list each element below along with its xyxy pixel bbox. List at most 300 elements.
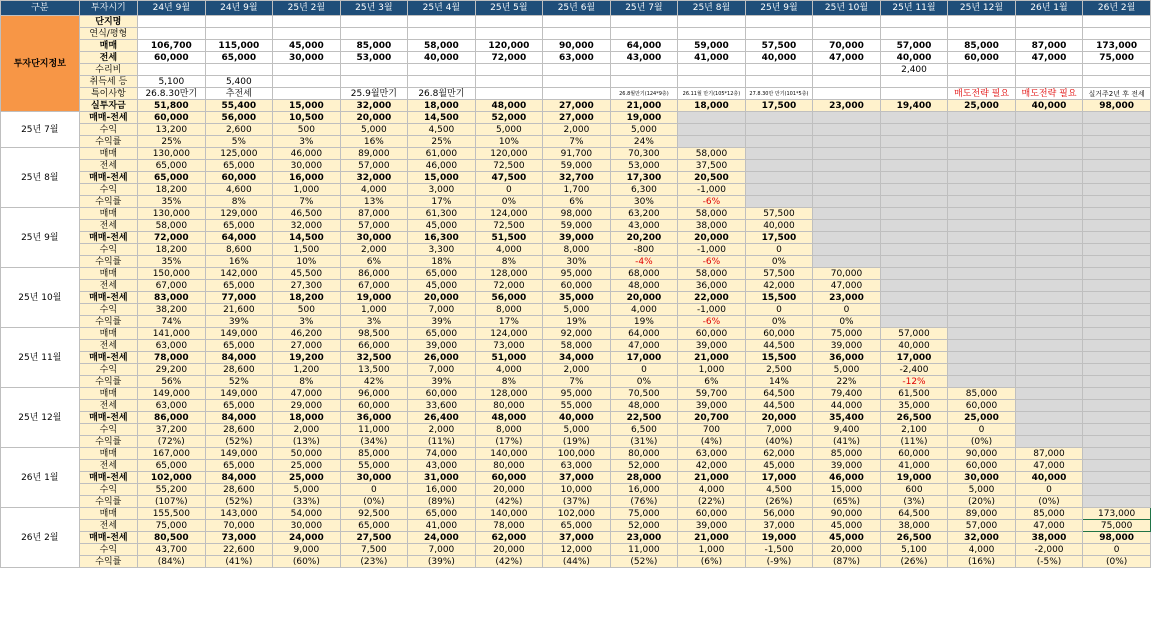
cell[interactable]: 64,000 (610, 328, 678, 340)
empty-cell[interactable] (1083, 412, 1151, 424)
empty-cell[interactable] (745, 148, 813, 160)
cell[interactable]: 60,000 (138, 52, 206, 64)
cell[interactable]: 53,000 (610, 160, 678, 172)
cell[interactable]: 41,000 (678, 52, 746, 64)
cell[interactable]: 5,000 (610, 124, 678, 136)
cell[interactable]: 72,000 (475, 52, 543, 64)
row-label[interactable]: 매매 (79, 40, 137, 52)
empty-cell[interactable] (948, 136, 1016, 148)
cell[interactable]: 27.8.30만 만기(101*5층) (745, 88, 813, 100)
cell[interactable]: 89,000 (340, 148, 408, 160)
cell[interactable]: 4,600 (205, 184, 273, 196)
cell[interactable]: (34%) (340, 436, 408, 448)
cell[interactable]: 12,000 (543, 544, 611, 556)
cell[interactable]: (0%) (340, 496, 408, 508)
cell[interactable]: 46,000 (273, 148, 341, 160)
empty-cell[interactable] (880, 208, 948, 220)
cell[interactable]: 84,000 (205, 412, 273, 424)
cell[interactable] (745, 16, 813, 28)
empty-cell[interactable] (1015, 340, 1083, 352)
cell[interactable]: 2,400 (880, 64, 948, 76)
cell[interactable]: 21,000 (610, 100, 678, 112)
cell[interactable]: 57,500 (745, 208, 813, 220)
cell[interactable]: 2,000 (543, 364, 611, 376)
cell[interactable]: 63,200 (610, 208, 678, 220)
row-label[interactable]: 수익 (79, 304, 137, 316)
cell[interactable] (138, 64, 206, 76)
empty-cell[interactable] (880, 172, 948, 184)
cell[interactable]: 74% (138, 316, 206, 328)
cell[interactable]: 78,000 (475, 520, 543, 532)
cell[interactable]: 1,200 (273, 364, 341, 376)
cell[interactable]: 38,000 (880, 520, 948, 532)
cell[interactable]: 120,000 (475, 148, 543, 160)
row-label[interactable]: 실투자금 (79, 100, 137, 112)
cell[interactable]: 26,500 (880, 412, 948, 424)
row-label[interactable]: 매매-전세 (79, 412, 137, 424)
cell[interactable]: 40,000 (408, 52, 476, 64)
cell[interactable]: 36,000 (813, 352, 881, 364)
cell[interactable]: 4,000 (475, 244, 543, 256)
empty-cell[interactable] (813, 244, 881, 256)
cell[interactable]: 128,000 (475, 388, 543, 400)
cell[interactable] (543, 28, 611, 40)
cell[interactable] (948, 16, 1016, 28)
empty-cell[interactable] (948, 244, 1016, 256)
cell[interactable]: 42,000 (745, 280, 813, 292)
cell[interactable]: 78,000 (138, 352, 206, 364)
row-label[interactable]: 전세 (79, 220, 137, 232)
cell[interactable]: 44,500 (745, 340, 813, 352)
empty-cell[interactable] (1015, 388, 1083, 400)
cell[interactable]: 75,000 (1083, 520, 1151, 532)
cell[interactable]: 38,000 (1015, 532, 1083, 544)
cell[interactable]: 57,000 (948, 520, 1016, 532)
cell[interactable] (138, 28, 206, 40)
cell[interactable]: 72,500 (475, 160, 543, 172)
empty-cell[interactable] (813, 136, 881, 148)
cell[interactable] (543, 76, 611, 88)
cell[interactable]: 32,700 (543, 172, 611, 184)
cell[interactable]: 25% (408, 136, 476, 148)
cell[interactable]: (13%) (273, 436, 341, 448)
cell[interactable]: 130,000 (138, 208, 206, 220)
cell[interactable]: 21,000 (678, 472, 746, 484)
cell[interactable] (1015, 76, 1083, 88)
cell[interactable]: 63,000 (678, 448, 746, 460)
cell[interactable]: 16% (205, 256, 273, 268)
cell[interactable]: 매도전략 필요 (948, 88, 1016, 100)
empty-cell[interactable] (1083, 472, 1151, 484)
cell[interactable]: 39% (205, 316, 273, 328)
cell[interactable]: 74,000 (408, 448, 476, 460)
month-label[interactable]: 25년 7월 (1, 112, 80, 148)
cell[interactable] (340, 28, 408, 40)
cell[interactable]: 39,000 (678, 520, 746, 532)
cell[interactable]: 20,000 (340, 112, 408, 124)
empty-cell[interactable] (813, 196, 881, 208)
cell[interactable]: 87,000 (340, 208, 408, 220)
cell[interactable]: 58,000 (543, 340, 611, 352)
cell[interactable]: 35% (138, 256, 206, 268)
cell[interactable] (813, 76, 881, 88)
cell[interactable]: 17% (475, 316, 543, 328)
cell[interactable]: (84%) (138, 556, 206, 568)
cell[interactable]: 17% (408, 196, 476, 208)
cell[interactable] (205, 16, 273, 28)
cell[interactable]: 23,000 (610, 532, 678, 544)
cell[interactable]: 8,000 (475, 424, 543, 436)
cell[interactable]: 30,000 (273, 520, 341, 532)
cell[interactable]: 28,600 (205, 484, 273, 496)
cell[interactable] (408, 64, 476, 76)
cell[interactable]: (37%) (543, 496, 611, 508)
empty-cell[interactable] (948, 160, 1016, 172)
cell[interactable]: (0%) (1015, 496, 1083, 508)
empty-cell[interactable] (1015, 172, 1083, 184)
cell[interactable]: 45,000 (813, 532, 881, 544)
empty-cell[interactable] (1083, 352, 1151, 364)
empty-cell[interactable] (678, 112, 746, 124)
cell[interactable]: 57,500 (745, 268, 813, 280)
empty-cell[interactable] (948, 124, 1016, 136)
cell[interactable]: 7% (273, 196, 341, 208)
empty-cell[interactable] (1015, 364, 1083, 376)
cell[interactable]: 15,000 (408, 172, 476, 184)
empty-cell[interactable] (1083, 340, 1151, 352)
cell[interactable]: 61,300 (408, 208, 476, 220)
empty-cell[interactable] (948, 268, 1016, 280)
cell[interactable]: 63,000 (543, 52, 611, 64)
month-label[interactable]: 25년 10월 (1, 268, 80, 328)
month-label[interactable]: 25년 8월 (1, 148, 80, 208)
cell[interactable]: 27,300 (273, 280, 341, 292)
empty-cell[interactable] (1015, 352, 1083, 364)
row-label[interactable]: 수익 (79, 124, 137, 136)
cell[interactable]: 59,000 (543, 220, 611, 232)
cell[interactable]: 65,000 (543, 520, 611, 532)
cell[interactable]: 56,000 (475, 292, 543, 304)
cell[interactable]: 57,000 (880, 328, 948, 340)
row-label[interactable]: 매매-전세 (79, 532, 137, 544)
cell[interactable]: 124,000 (475, 208, 543, 220)
cell[interactable]: (26%) (880, 556, 948, 568)
cell[interactable]: 63,000 (543, 460, 611, 472)
cell[interactable]: 37,200 (138, 424, 206, 436)
empty-cell[interactable] (1015, 268, 1083, 280)
cell[interactable]: 54,000 (273, 508, 341, 520)
cell[interactable]: 50,000 (273, 448, 341, 460)
empty-cell[interactable] (948, 352, 1016, 364)
cell[interactable]: 19,000 (745, 532, 813, 544)
cell[interactable]: 2,600 (205, 124, 273, 136)
cell[interactable]: 51,500 (475, 232, 543, 244)
cell[interactable]: 51,000 (475, 352, 543, 364)
cell[interactable]: 15,000 (273, 100, 341, 112)
cell[interactable]: 0 (745, 304, 813, 316)
empty-cell[interactable] (813, 256, 881, 268)
cell[interactable]: -4% (610, 256, 678, 268)
cell[interactable]: 70,300 (610, 148, 678, 160)
empty-cell[interactable] (1015, 304, 1083, 316)
cell[interactable] (1083, 76, 1151, 88)
cell[interactable]: 8,000 (475, 304, 543, 316)
empty-cell[interactable] (880, 268, 948, 280)
empty-cell[interactable] (745, 136, 813, 148)
cell[interactable]: 0 (1015, 484, 1083, 496)
cell[interactable]: 129,000 (205, 208, 273, 220)
empty-cell[interactable] (880, 160, 948, 172)
cell[interactable]: 39,000 (678, 340, 746, 352)
cell[interactable]: 17,300 (610, 172, 678, 184)
header-month-0[interactable]: 24년 9월 (138, 1, 206, 16)
cell[interactable]: 5,000 (543, 424, 611, 436)
cell[interactable]: 40,000 (1015, 100, 1083, 112)
cell[interactable]: (39%) (408, 556, 476, 568)
cell[interactable]: 87,000 (1015, 40, 1083, 52)
cell[interactable]: 46,000 (408, 160, 476, 172)
cell[interactable]: 18,200 (138, 244, 206, 256)
cell[interactable]: 59,000 (543, 160, 611, 172)
cell[interactable]: 85,000 (1015, 508, 1083, 520)
cell[interactable]: 45,500 (273, 268, 341, 280)
cell[interactable]: 19,000 (340, 292, 408, 304)
cell[interactable]: 72,000 (138, 232, 206, 244)
cell[interactable]: 130,000 (138, 148, 206, 160)
row-label[interactable]: 수익 (79, 424, 137, 436)
cell[interactable] (745, 28, 813, 40)
cell[interactable]: 5,000 (948, 484, 1016, 496)
cell[interactable]: 27,000 (543, 100, 611, 112)
empty-cell[interactable] (948, 256, 1016, 268)
cell[interactable]: 5,000 (543, 304, 611, 316)
cell[interactable]: 17,500 (745, 232, 813, 244)
cell[interactable]: 14,500 (408, 112, 476, 124)
cell[interactable]: 32,000 (273, 220, 341, 232)
cell[interactable]: 21,600 (205, 304, 273, 316)
cell[interactable] (880, 16, 948, 28)
empty-cell[interactable] (1015, 256, 1083, 268)
empty-cell[interactable] (1015, 244, 1083, 256)
cell[interactable]: 19,200 (273, 352, 341, 364)
cell[interactable]: 4,000 (340, 184, 408, 196)
cell[interactable] (138, 16, 206, 28)
cell[interactable]: 86,000 (138, 412, 206, 424)
cell[interactable]: 58,000 (678, 208, 746, 220)
cell[interactable]: 20,000 (408, 292, 476, 304)
header-month-8[interactable]: 25년 8월 (678, 1, 746, 16)
header-month-7[interactable]: 25년 7월 (610, 1, 678, 16)
empty-cell[interactable] (948, 316, 1016, 328)
cell[interactable]: 10% (273, 256, 341, 268)
cell[interactable]: 25,000 (948, 100, 1016, 112)
cell[interactable]: 62,000 (745, 448, 813, 460)
cell[interactable]: 86,000 (340, 268, 408, 280)
header-month-1[interactable]: 24년 9월 (205, 1, 273, 16)
cell[interactable]: 80,000 (475, 460, 543, 472)
empty-cell[interactable] (678, 124, 746, 136)
cell[interactable] (408, 28, 476, 40)
cell[interactable]: 60,000 (948, 52, 1016, 64)
cell[interactable]: 80,000 (475, 400, 543, 412)
empty-cell[interactable] (1015, 376, 1083, 388)
cell[interactable]: 51,800 (138, 100, 206, 112)
cell[interactable]: 150,000 (138, 268, 206, 280)
cell[interactable]: 5% (205, 136, 273, 148)
cell[interactable]: (11%) (408, 436, 476, 448)
cell[interactable]: 37,500 (678, 160, 746, 172)
cell[interactable]: 32,000 (340, 100, 408, 112)
cell[interactable]: 7,000 (408, 304, 476, 316)
empty-cell[interactable] (1083, 184, 1151, 196)
cell[interactable]: 26.8.30만기 (138, 88, 206, 100)
cell[interactable]: 43,700 (138, 544, 206, 556)
cell[interactable]: 25% (138, 136, 206, 148)
cell[interactable]: -6% (678, 256, 746, 268)
header-month-3[interactable]: 25년 3월 (340, 1, 408, 16)
cell[interactable]: 21,000 (678, 352, 746, 364)
header-month-4[interactable]: 25년 4월 (408, 1, 476, 16)
cell[interactable] (273, 16, 341, 28)
cell[interactable]: 57,500 (745, 40, 813, 52)
cell[interactable]: 37,000 (543, 472, 611, 484)
cell[interactable]: 64,000 (205, 232, 273, 244)
empty-cell[interactable] (813, 208, 881, 220)
cell[interactable] (273, 64, 341, 76)
cell[interactable]: 102,000 (543, 508, 611, 520)
cell[interactable] (948, 28, 1016, 40)
row-label[interactable]: 취득세 등 (79, 76, 137, 88)
cell[interactable]: 90,000 (543, 40, 611, 52)
empty-cell[interactable] (1083, 256, 1151, 268)
cell[interactable]: 60,000 (138, 112, 206, 124)
cell[interactable]: 124,000 (475, 328, 543, 340)
cell[interactable]: 46,200 (273, 328, 341, 340)
month-label[interactable]: 25년 11월 (1, 328, 80, 388)
empty-cell[interactable] (1015, 160, 1083, 172)
cell[interactable]: -12% (880, 376, 948, 388)
cell[interactable]: 65,000 (408, 268, 476, 280)
cell[interactable]: 55,200 (138, 484, 206, 496)
cell[interactable]: 15,500 (745, 292, 813, 304)
cell[interactable]: 20,000 (813, 544, 881, 556)
cell[interactable]: 48,000 (610, 280, 678, 292)
empty-cell[interactable] (948, 292, 1016, 304)
cell[interactable]: 29,000 (273, 400, 341, 412)
cell[interactable] (475, 16, 543, 28)
cell[interactable]: 10,000 (543, 484, 611, 496)
cell[interactable]: (87%) (813, 556, 881, 568)
empty-cell[interactable] (1015, 124, 1083, 136)
cell[interactable]: 2,500 (745, 364, 813, 376)
cell[interactable]: 167,000 (138, 448, 206, 460)
cell[interactable]: 18,000 (273, 412, 341, 424)
cell[interactable]: 149,000 (138, 388, 206, 400)
cell[interactable]: 24,000 (273, 532, 341, 544)
empty-cell[interactable] (948, 376, 1016, 388)
header-month-2[interactable]: 25년 2월 (273, 1, 341, 16)
empty-cell[interactable] (1015, 292, 1083, 304)
cell[interactable]: 60,000 (205, 172, 273, 184)
empty-cell[interactable] (1015, 436, 1083, 448)
row-label[interactable]: 수익 (79, 364, 137, 376)
cell[interactable]: 57,000 (340, 220, 408, 232)
cell[interactable]: (40%) (745, 436, 813, 448)
cell[interactable]: 26,500 (880, 532, 948, 544)
row-label[interactable]: 전세 (79, 520, 137, 532)
cell[interactable]: 7% (543, 376, 611, 388)
cell[interactable]: 4,000 (678, 484, 746, 496)
cell[interactable]: 26.8월만기(124*9층) (610, 88, 678, 100)
cell[interactable]: 63,000 (138, 340, 206, 352)
cell[interactable]: 8% (273, 376, 341, 388)
cell[interactable]: 11,000 (340, 424, 408, 436)
empty-cell[interactable] (880, 304, 948, 316)
cell[interactable]: 26,400 (408, 412, 476, 424)
cell[interactable] (475, 76, 543, 88)
cell[interactable]: 140,000 (475, 508, 543, 520)
cell[interactable]: (3%) (880, 496, 948, 508)
cell[interactable]: -2,400 (880, 364, 948, 376)
row-label[interactable]: 전세 (79, 280, 137, 292)
cell[interactable]: 0% (745, 316, 813, 328)
cell[interactable]: 4,500 (745, 484, 813, 496)
cell[interactable] (880, 88, 948, 100)
header-month-14[interactable]: 26년 2월 (1083, 1, 1151, 16)
cell[interactable]: 75,000 (813, 328, 881, 340)
cell[interactable]: 120,000 (475, 40, 543, 52)
cell[interactable]: 22,600 (205, 544, 273, 556)
cell[interactable]: 60,000 (475, 472, 543, 484)
cell[interactable] (475, 88, 543, 100)
cell[interactable]: 26,000 (408, 352, 476, 364)
cell[interactable]: 29,200 (138, 364, 206, 376)
empty-cell[interactable] (1083, 400, 1151, 412)
cell[interactable]: 0 (745, 244, 813, 256)
cell[interactable] (408, 16, 476, 28)
empty-cell[interactable] (948, 172, 1016, 184)
empty-cell[interactable] (880, 184, 948, 196)
cell[interactable]: (6%) (678, 556, 746, 568)
cell[interactable] (678, 64, 746, 76)
cell[interactable]: 38,000 (678, 220, 746, 232)
empty-cell[interactable] (813, 124, 881, 136)
row-label[interactable]: 수익 (79, 484, 137, 496)
cell[interactable]: 92,000 (543, 328, 611, 340)
cell[interactable]: 20,000 (475, 484, 543, 496)
cell[interactable] (205, 64, 273, 76)
empty-cell[interactable] (1083, 172, 1151, 184)
cell[interactable]: 77,000 (205, 292, 273, 304)
cell[interactable] (273, 76, 341, 88)
cell[interactable]: 17,500 (745, 100, 813, 112)
cell[interactable]: 7,000 (745, 424, 813, 436)
header-category[interactable]: 구분 (1, 1, 80, 16)
cell[interactable]: 600 (880, 484, 948, 496)
cell[interactable]: 15,000 (813, 484, 881, 496)
cell[interactable]: 39% (408, 376, 476, 388)
cell[interactable]: 32,000 (340, 172, 408, 184)
cell[interactable]: 19,000 (610, 112, 678, 124)
cell[interactable]: 16,000 (610, 484, 678, 496)
row-label[interactable]: 수리비 (79, 64, 137, 76)
cell[interactable] (813, 64, 881, 76)
cell[interactable]: 62,000 (475, 532, 543, 544)
cell[interactable]: 40,000 (880, 52, 948, 64)
cell[interactable]: 34,000 (543, 352, 611, 364)
cell[interactable] (880, 28, 948, 40)
cell[interactable]: 30,000 (948, 472, 1016, 484)
